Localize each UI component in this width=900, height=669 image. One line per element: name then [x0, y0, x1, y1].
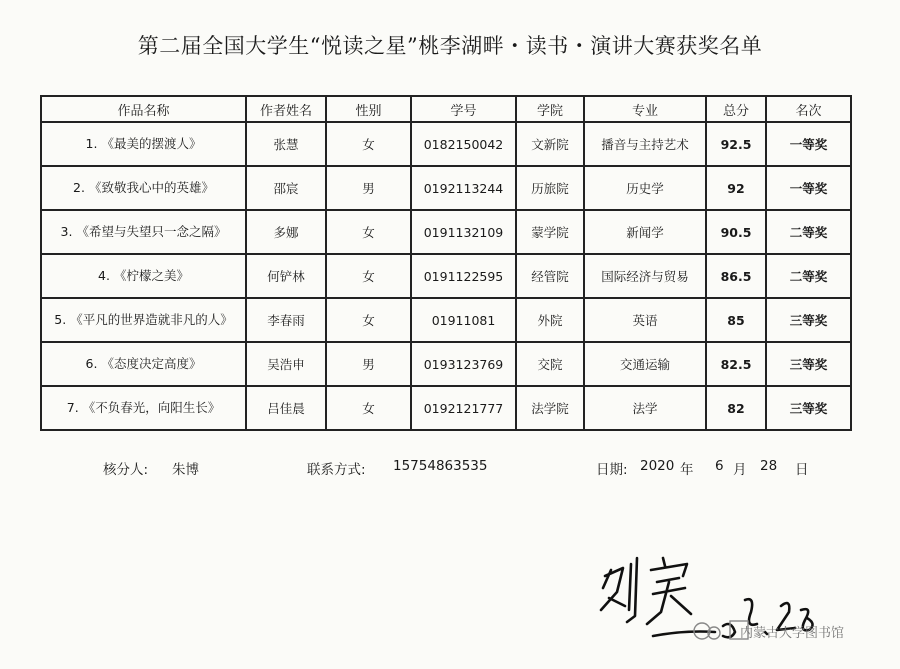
- row-student-id: 0191122595: [411, 254, 516, 298]
- row-rank: 二等奖: [766, 254, 851, 298]
- row-major: 历史学: [584, 166, 706, 210]
- date-label: 日期:: [596, 462, 628, 478]
- date-day: 28: [760, 458, 778, 474]
- row-college: 历旅院: [516, 166, 584, 210]
- row-college: 交院: [516, 342, 584, 386]
- row-rank: 三等奖: [766, 298, 851, 342]
- row-work: 3. 《希望与失望只一念之隔》: [41, 210, 246, 254]
- row-author: 张慧: [246, 122, 326, 166]
- row-rank: 三等奖: [766, 386, 851, 430]
- row-college: 蒙学院: [516, 210, 584, 254]
- row-score: 82.5: [706, 342, 766, 386]
- row-student-id: 0182150042: [411, 122, 516, 166]
- row-author: 多娜: [246, 210, 326, 254]
- row-student-id: 0192113244: [411, 166, 516, 210]
- row-student-id: 0191132109: [411, 210, 516, 254]
- date-month: 6: [715, 458, 724, 474]
- row-major: 英语: [584, 298, 706, 342]
- row-college: 经管院: [516, 254, 584, 298]
- row-gender: 女: [326, 122, 411, 166]
- header-major: 专业: [584, 96, 706, 122]
- header-college: 学院: [516, 96, 584, 122]
- row-gender: 女: [326, 298, 411, 342]
- row-author: 吴浩申: [246, 342, 326, 386]
- watermark-text: 内蒙古大学图书馆: [740, 626, 845, 641]
- table-row: [41, 254, 851, 298]
- row-rank: 一等奖: [766, 166, 851, 210]
- date-month-unit: 月: [733, 462, 747, 478]
- row-student-id: 0193123769: [411, 342, 516, 386]
- footer: [0, 458, 900, 478]
- contact-value: 15754863535: [393, 458, 488, 474]
- row-major: 新闻学: [584, 210, 706, 254]
- row-major: 国际经济与贸易: [584, 254, 706, 298]
- row-major: 交通运输: [584, 342, 706, 386]
- row-work: 1. 《最美的摆渡人》: [41, 122, 246, 166]
- header-gender: 性别: [326, 96, 411, 122]
- row-score: 92.5: [706, 122, 766, 166]
- contact-label: 联系方式:: [307, 462, 366, 478]
- row-major: 播音与主持艺术: [584, 122, 706, 166]
- header-id: 学号: [411, 96, 516, 122]
- header-work: 作品名称: [41, 96, 246, 122]
- row-rank: 一等奖: [766, 122, 851, 166]
- row-student-id: 0192121777: [411, 386, 516, 430]
- table-row: [41, 122, 851, 166]
- table-row: [41, 166, 851, 210]
- row-college: 文新院: [516, 122, 584, 166]
- row-gender: 男: [326, 342, 411, 386]
- row-author: 李春雨: [246, 298, 326, 342]
- header-rank: 名次: [766, 96, 851, 122]
- row-author: 何铲林: [246, 254, 326, 298]
- row-score: 85: [706, 298, 766, 342]
- header-author: 作者姓名: [246, 96, 326, 122]
- row-work: 7. 《不负春光，向阳生长》: [41, 386, 246, 430]
- table-row: [41, 342, 851, 386]
- row-rank: 二等奖: [766, 210, 851, 254]
- header-score: 总分: [706, 96, 766, 122]
- row-score: 92: [706, 166, 766, 210]
- document-title: 第二届全国大学生“悦读之星”桃李湖畔・读书・演讲大赛获奖名单: [137, 34, 763, 58]
- checker-label: 核分人:: [103, 462, 149, 478]
- table-header-row: [41, 96, 851, 122]
- row-work: 2. 《致敬我心中的英雄》: [41, 166, 246, 210]
- table-row: [41, 298, 851, 342]
- awards-table: [40, 95, 852, 431]
- table-row: [41, 210, 851, 254]
- checker-name: 朱博: [172, 462, 199, 478]
- date-year: 2020: [640, 458, 675, 474]
- row-gender: 女: [326, 254, 411, 298]
- row-work: 4. 《柠檬之美》: [41, 254, 246, 298]
- row-score: 86.5: [706, 254, 766, 298]
- table-row: [41, 386, 851, 430]
- row-work: 6. 《态度决定高度》: [41, 342, 246, 386]
- row-score: 82: [706, 386, 766, 430]
- row-gender: 女: [326, 210, 411, 254]
- row-college: 法学院: [516, 386, 584, 430]
- row-student-id: 01911081: [411, 298, 516, 342]
- row-work: 5. 《平凡的世界造就非凡的人》: [41, 298, 246, 342]
- row-rank: 三等奖: [766, 342, 851, 386]
- row-author: 吕佳晨: [246, 386, 326, 430]
- date-day-unit: 日: [795, 462, 809, 478]
- row-college: 外院: [516, 298, 584, 342]
- row-score: 90.5: [706, 210, 766, 254]
- row-gender: 女: [326, 386, 411, 430]
- row-major: 法学: [584, 386, 706, 430]
- row-author: 邵宸: [246, 166, 326, 210]
- date-year-unit: 年: [680, 462, 694, 478]
- row-gender: 男: [326, 166, 411, 210]
